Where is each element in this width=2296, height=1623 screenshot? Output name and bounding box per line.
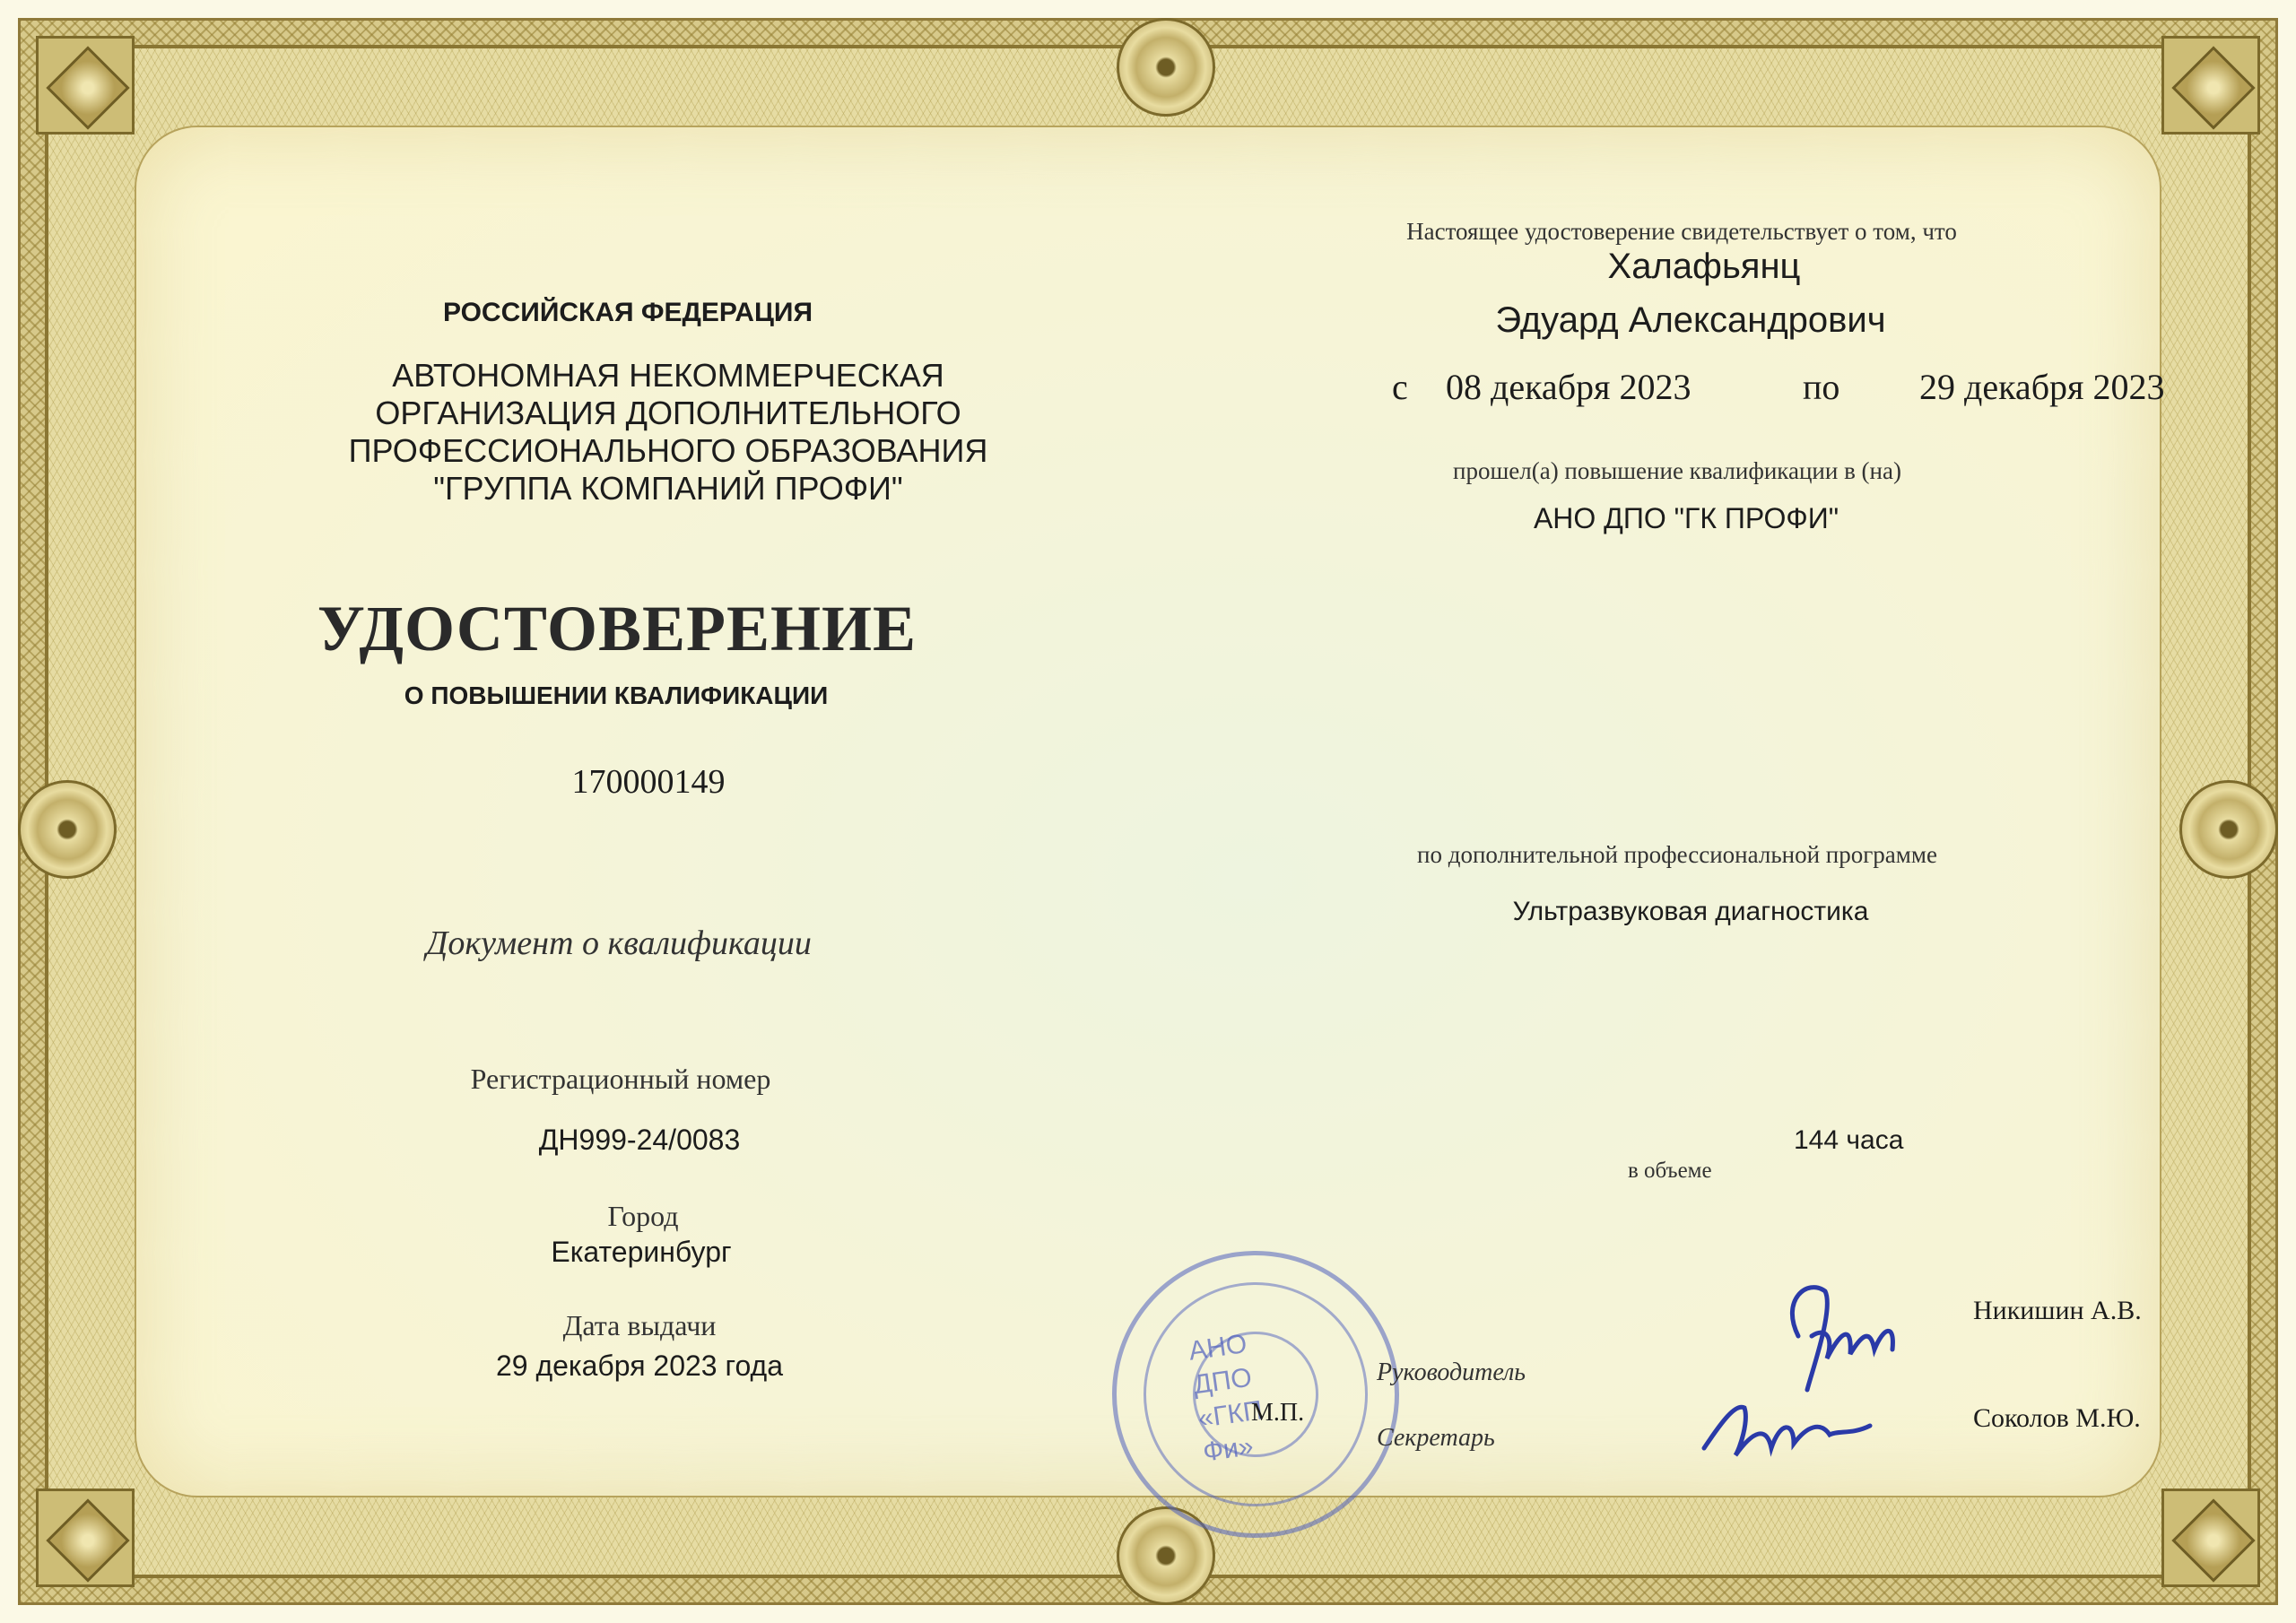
registration-label: Регистрационный номер: [470, 1063, 771, 1095]
seal-center-line-2: «ГКП Фи»: [1196, 1395, 1265, 1468]
org-line-1: АВТОНОМНАЯ НЕКОММЕРЧЕСКАЯ: [392, 357, 944, 394]
recipient-surname: Халафьянц: [1607, 247, 1801, 286]
recipient-given-names: Эдуард Александрович: [1495, 300, 1886, 340]
corner-ornament-icon: [2161, 1488, 2260, 1587]
registration-number: ДН999-24/0083: [538, 1124, 741, 1156]
city-label: Город: [607, 1200, 679, 1232]
secretary-signature-icon: [1695, 1385, 1874, 1466]
org-line-2: ОРГАНИЗАЦИЯ ДОПОЛНИТЕЛЬНОГО: [375, 395, 961, 431]
rosette-ornament-icon: [18, 780, 117, 879]
head-signature-icon: [1771, 1273, 1906, 1399]
corner-ornament-icon: [36, 1488, 135, 1587]
document-type: Документ о квалификации: [426, 924, 812, 962]
period-from-label: с: [1392, 367, 1408, 407]
period-from-date: 08 декабря 2023: [1446, 367, 1692, 407]
rosette-ornament-icon: [2179, 780, 2278, 879]
period-to-label: по: [1803, 367, 1840, 407]
volume-value: 144 часа: [1794, 1125, 1904, 1155]
seal-placeholder-label: М.П.: [1251, 1399, 1305, 1427]
city-value: Екатеринбург: [551, 1236, 732, 1268]
corner-ornament-icon: [36, 36, 135, 135]
head-role-label: Руководитель: [1377, 1358, 1526, 1386]
document-title: УДОСТОВЕРЕНИЕ: [317, 593, 918, 664]
seal-center-line-1: АНО ДПО: [1187, 1328, 1254, 1401]
country-name: РОССИЙСКАЯ ФЕДЕРАЦИЯ: [442, 298, 813, 327]
rosette-ornament-icon: [1117, 18, 1215, 117]
issue-date-value: 29 декабря 2023 года: [495, 1350, 784, 1382]
document-number: 170000149: [571, 763, 726, 801]
program-label: по дополнительной профессиональной программе: [1417, 841, 1937, 868]
issue-date-label: Дата выдачи: [562, 1309, 717, 1341]
completed-label: прошел(а) повышение квалификации в (на): [1453, 457, 1901, 484]
secretary-role-label: Секретарь: [1377, 1424, 1495, 1452]
volume-label: в объеме: [1628, 1159, 1712, 1183]
institution-name: АНО ДПО "ГК ПРОФИ": [1533, 502, 1839, 534]
program-name: Ультразвуковая диагностика: [1512, 897, 1869, 926]
head-name: Никишин А.В.: [1973, 1296, 2142, 1325]
period-to-date: 29 декабря 2023: [1919, 367, 2165, 407]
secretary-name: Соколов М.Ю.: [1973, 1403, 2141, 1433]
intro-text: Настоящее удостоверение свидетельствует о том, что: [1406, 218, 1957, 245]
corner-ornament-icon: [2161, 36, 2260, 135]
document-subtitle: О ПОВЫШЕНИИ КВАЛИФИКАЦИИ: [404, 681, 829, 709]
org-line-3: ПРОФЕССИОНАЛЬНОГО ОБРАЗОВАНИЯ: [348, 432, 988, 469]
org-line-4: "ГРУППА КОМПАНИЙ ПРОФИ": [433, 470, 903, 507]
